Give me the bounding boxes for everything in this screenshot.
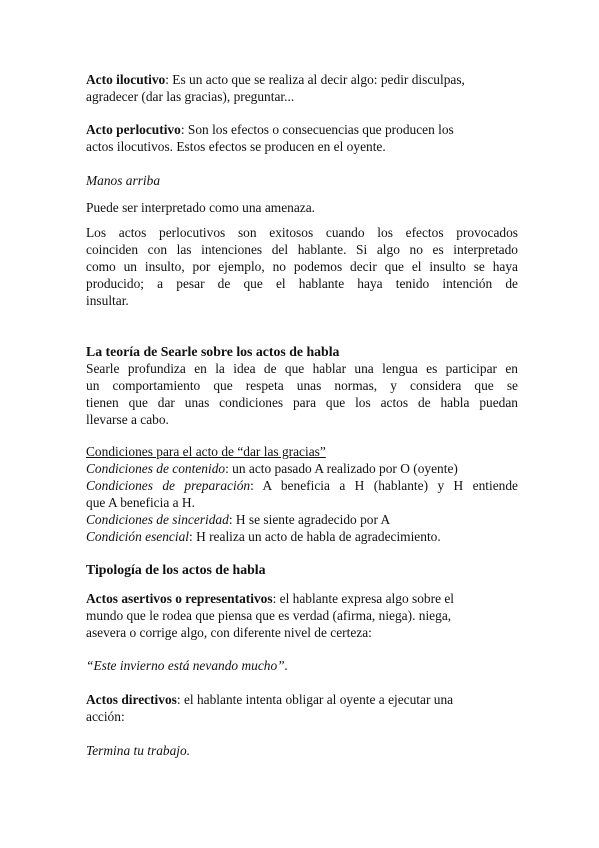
definition-actos-directivos-2: acción: bbox=[86, 709, 125, 724]
term-actos-asertivos: Actos asertivos o representativos bbox=[86, 591, 273, 606]
text-condiciones-sinceridad: : H se siente agradecido por A bbox=[228, 512, 391, 527]
text-line: llevarse a cabo. bbox=[86, 412, 169, 427]
label-condiciones-preparacion: Condiciones de preparación bbox=[86, 478, 251, 493]
paragraph-searle bbox=[86, 360, 518, 428]
term-acto-ilocutivo: Acto ilocutivo bbox=[86, 72, 166, 87]
text-condicion-esencial: : H realiza un acto de habla de agradecimiento. bbox=[189, 529, 441, 544]
text-line: como un insulto, por ejemplo, no podemos decir que el insulto se haya bbox=[86, 259, 518, 274]
definition-actos-asertivos-3: asevera o corrige algo, con diferente nivel de certeza: bbox=[86, 625, 372, 640]
definition-acto-perlocutivo-2: actos ilocutivos. Estos efectos se producen en el oyente. bbox=[86, 139, 386, 154]
label-condiciones-sinceridad: Condiciones de sinceridad bbox=[86, 512, 229, 527]
definition-acto-ilocutivo-2: agradecer (dar las gracias), preguntar... bbox=[86, 89, 295, 104]
example-manos-arriba: Manos arriba bbox=[86, 173, 161, 188]
text-condiciones-preparacion: : A beneficia a H (hablante) y H entiende bbox=[250, 478, 518, 493]
example-asertivo: “Este invierno está nevando mucho”. bbox=[86, 658, 288, 673]
text-line: insultar. bbox=[86, 293, 129, 308]
example-directivo: Termina tu trabajo. bbox=[86, 743, 191, 758]
paragraph-acto-ilocutivo bbox=[86, 71, 518, 105]
paragraph-amenaza: Puede ser interpretado como una amenaza. bbox=[86, 200, 316, 215]
definition-actos-asertivos-2: mundo que le rodea que piensa que es verdad (afirma, niega). niega, bbox=[86, 608, 452, 623]
text-line: Los actos perlocutivos son exitosos cuando los efectos provocados bbox=[86, 225, 518, 240]
paragraph-actos-asertivos bbox=[86, 590, 518, 641]
conditions-title: Condiciones para el acto de “dar las gracias” bbox=[86, 444, 326, 459]
definition-actos-asertivos-1: : el hablante expresa algo sobre el bbox=[272, 591, 455, 606]
term-actos-directivos: Actos directivos bbox=[86, 692, 177, 707]
label-condicion-esencial: Condición esencial bbox=[86, 529, 190, 544]
heading-tipologia: Tipología de los actos de habla bbox=[86, 562, 266, 577]
paragraph-actos-directivos bbox=[86, 691, 518, 725]
paragraph-acto-perlocutivo bbox=[86, 121, 518, 155]
text-line: coinciden con las intenciones del hablante. Si algo no es interpretado bbox=[86, 242, 518, 257]
text-line: tienen que dar unas condiciones para que los actos de habla puedan bbox=[86, 395, 518, 410]
definition-acto-ilocutivo-1: : Es un acto que se realiza al decir algo: pedir disculpas, bbox=[165, 72, 465, 87]
paragraph-actos-perlocutivos bbox=[86, 224, 518, 309]
text-line: producido; a pesar de que el hablante haya tenido intención de bbox=[86, 276, 518, 291]
label-condiciones-contenido: Condiciones de contenido bbox=[86, 461, 226, 476]
text-line: Searle profundiza en la idea de que hablar una lengua es participar en bbox=[86, 361, 518, 376]
text-condiciones-preparacion-2: que A beneficia a H. bbox=[86, 495, 195, 510]
heading-teoria-searle: La teoría de Searle sobre los actos de habla bbox=[86, 344, 340, 359]
definition-actos-directivos-1: : el hablante intenta obligar al oyente a ejecutar una bbox=[176, 692, 454, 707]
text-line: un comportamiento que respeta unas normas, y considera que se bbox=[86, 378, 518, 393]
text-condiciones-contenido: : un acto pasado A realizado por O (oyente) bbox=[225, 461, 458, 476]
term-acto-perlocutivo: Acto perlocutivo bbox=[86, 122, 181, 137]
definition-acto-perlocutivo-1: : Son los efectos o consecuencias que producen los bbox=[180, 122, 454, 137]
conditions-list bbox=[86, 460, 518, 545]
